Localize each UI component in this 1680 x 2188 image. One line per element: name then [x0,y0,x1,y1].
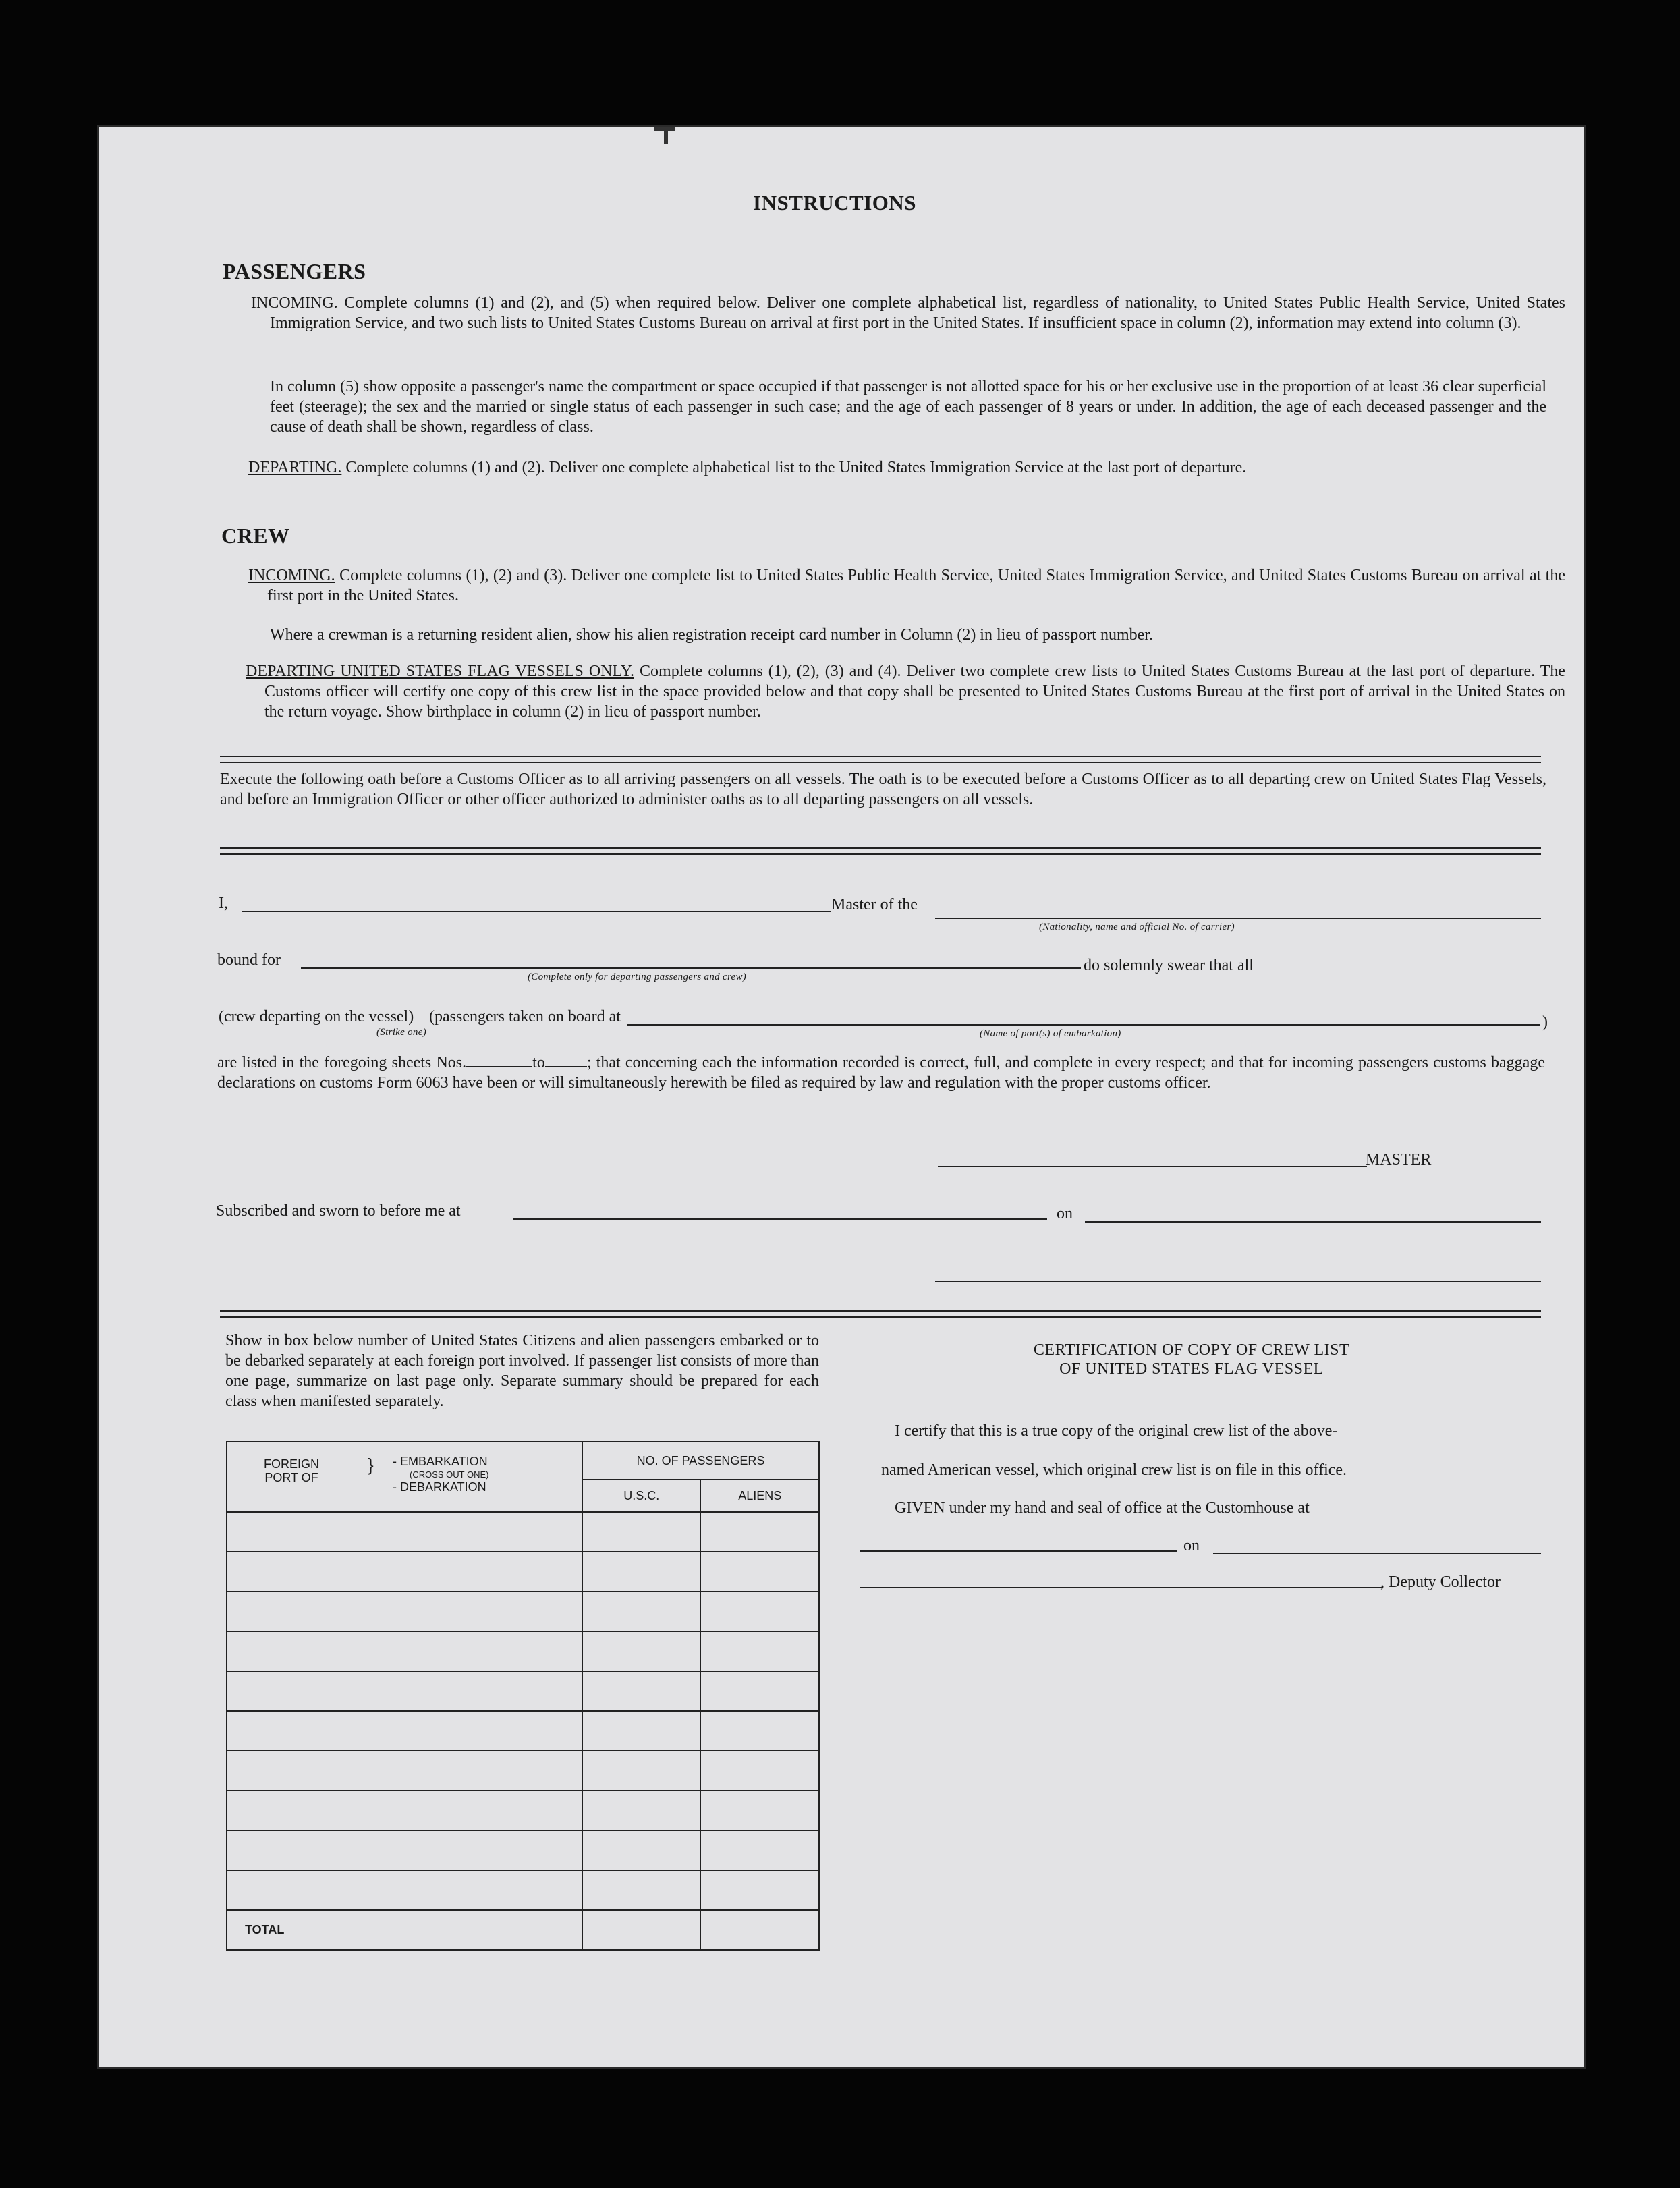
table-row [227,1751,819,1791]
certification-text-1: I certify that this is a true copy of the original crew list of the above- [895,1422,1338,1440]
usc-cell[interactable] [582,1791,700,1830]
usc-cell[interactable] [582,1830,700,1870]
aliens-cell[interactable] [700,1631,819,1671]
foreign-port-label: FOREIGN PORT OF [263,1457,319,1484]
listed-text-2: ; that concerning each the information recorded is correct, full, and complete in every respect; and that for incoming passengers customs baggage declarations on customs Form 6063 have been or will simultaneously herewith be filed as required by law and regulation with the proper customs officer. [217,1054,1545,1092]
aliens-cell[interactable] [700,1791,819,1830]
usc-cell[interactable] [582,1552,700,1592]
carrier-note: (Nationality, name and official No. of carrier) [1039,922,1235,932]
debarkation-label[interactable]: - DEBARKATION [393,1480,486,1494]
crew-departing-label: DEPARTING UNITED STATES FLAG VESSELS ONLY. [246,663,634,680]
deputy-collector-label: , Deputy Collector [1380,1573,1501,1591]
certification-given: GIVEN under my hand and seal of office at the Customhouse at [895,1499,1310,1517]
aliens-cell[interactable] [700,1671,819,1711]
aliens-cell[interactable] [700,1751,819,1791]
passengers-departing-text: Complete columns (1) and (2). Deliver one complete alphabetical list to the United States Immigration Service at the last port of departure. [345,459,1247,476]
aliens-cell[interactable] [700,1830,819,1870]
port-cell[interactable] [227,1711,582,1751]
usc-cell[interactable] [582,1711,700,1751]
total-aliens-cell[interactable] [700,1910,819,1950]
certification-on-label: on [1183,1537,1200,1554]
sworn-on-label: on [1057,1205,1073,1223]
total-row [227,1910,819,1950]
crew-departing-text: Complete columns (1), (2), (3) and (4). Deliver two complete crew lists to United States Customs Bureau at the last port of departure. The Customs officer will certify one copy of this crew list in the space provided below and that copy shall be presented to United States Customs Bureau at the first port of arrival in the United States on the return voyage. Show birthplace in column (2) in lieu of passport number. [264,663,1566,721]
port-cell[interactable] [227,1552,582,1592]
embarkation-label[interactable]: - EMBARKATION [393,1455,488,1468]
table-row [227,1631,819,1671]
port-cell[interactable] [227,1791,582,1830]
passengers-incoming-paragraph [251,293,1565,333]
table-row [227,1592,819,1631]
deputy-signature-field[interactable] [860,1587,1383,1588]
usc-cell[interactable] [582,1870,700,1910]
table-row [227,1671,819,1711]
table-row [227,1791,819,1830]
port-cell[interactable] [227,1592,582,1631]
aliens-cell[interactable] [700,1592,819,1631]
aliens-cell[interactable] [700,1711,819,1751]
port-cell[interactable] [227,1870,582,1910]
no-of-passengers-header: NO. OF PASSENGERS [582,1442,819,1480]
oath-intro: Execute the following oath before a Customs Officer as to all arriving passengers on all vessels. The oath is to be executed before a Customs Officer as to all departing crew on United States Flag Vessels, and before an Immigration Officer or other officer authorized to administer oaths as to all departing passengers on all vessels. [220,770,1546,808]
certification-heading-2: OF UNITED STATES FLAG VESSEL [1059,1360,1324,1378]
crew-departing-option[interactable]: (crew departing on the vessel) [219,1008,414,1026]
carrier-field[interactable] [935,918,1541,919]
usc-header: U.S.C. [582,1480,700,1512]
binding-tear-mark [654,127,675,131]
total-label: TOTAL [227,1910,582,1950]
cross-out-note: (CROSS OUT ONE) [410,1469,489,1480]
bound-for-label: bound for [217,951,281,969]
passengers-column5-paragraph: In column (5) show opposite a passenger's name the compartment or space occupied if that passenger is not allotted space for his or her exclusive use in the proportion of at least 36 clear superficial feet (steerage); the sex and the married or single status of each passenger in such case; and the age of each passenger of 8 years or under. In addition, the age of each deceased passenger and the cause of death shall be shown, regardless of class. [270,378,1546,436]
crew-incoming-text: Complete columns (1), (2) and (3). Deliver one complete list to United States Public Health Service, United States Immigration Service, and United States Customs Bureau on arrival at the first port in the United States. [267,567,1566,605]
aliens-cell[interactable] [700,1512,819,1552]
sheet-from-field[interactable] [466,1054,532,1067]
crew-heading: CREW [221,524,290,548]
bound-for-note: (Complete only for departing passengers and crew) [528,972,747,982]
passenger-summary-table [226,1441,820,1951]
port-cell[interactable] [227,1671,582,1711]
passengers-taken-option[interactable]: (passengers taken on board at [429,1008,621,1026]
listed-to: to [532,1054,545,1071]
master-label: MASTER [1366,1151,1432,1169]
passengers-incoming-text: Complete columns (1) and (2), and (5) when required below. Deliver one complete alphabetical list, regardless of nationality, to United States Public Health Service, United States Immigration Service, and two such lists to United States Customs Bureau on arrival at first port in the United States. If insufficient space in column (2), information may extend into column (3). [270,294,1565,332]
aliens-header: ALIENS [700,1480,819,1512]
usc-cell[interactable] [582,1631,700,1671]
page-title: INSTRUCTIONS [753,191,917,215]
close-paren: ) [1542,1013,1548,1031]
crew-incoming-label: INCOMING. [248,567,335,584]
solemnly-swear-text: do solemnly swear that all [1084,957,1254,974]
customhouse-field[interactable] [860,1550,1177,1552]
usc-cell[interactable] [582,1751,700,1791]
port-of-embarkation-field[interactable] [627,1024,1540,1026]
passengers-departing-label: DEPARTING. [248,459,342,476]
form-page [99,127,1584,2067]
port-cell[interactable] [227,1830,582,1870]
usc-cell[interactable] [582,1671,700,1711]
table-row [227,1870,819,1910]
table-row [227,1512,819,1552]
usc-cell[interactable] [582,1512,700,1552]
oath-statement [217,1053,1545,1093]
officer-signature-field[interactable] [935,1281,1541,1282]
bound-for-field[interactable] [301,967,1081,969]
summary-instructions: Show in box below number of United States Citizens and alien passengers embarked or to be debarked separately at each foreign port involved. If passenger list consists of more than one page, summarize on last page only. Separate summary should be prepared for each class when manifested separately. [225,1332,819,1410]
crew-incoming-paragraph [248,565,1565,606]
divider [220,1310,1541,1318]
sworn-date-field[interactable] [1085,1221,1541,1223]
certification-text-2: named American vessel, which original crew list is on file in this office. [881,1461,1347,1479]
port-note: (Name of port(s) of embarkation) [980,1028,1121,1039]
aliens-cell[interactable] [700,1870,819,1910]
sworn-at-field[interactable] [513,1218,1047,1220]
table-row [227,1711,819,1751]
table-header-row [227,1442,819,1480]
oath-i-label: I, [219,895,228,912]
divider [220,847,1541,855]
master-signature-field[interactable] [938,1166,1367,1167]
table-row [227,1830,819,1870]
port-cell[interactable] [227,1512,582,1552]
crew-resident-paragraph: Where a crewman is a returning resident alien, show his alien registration receipt card number in Column (2) in lieu of passport number. [270,626,1153,644]
usc-cell[interactable] [582,1592,700,1631]
passengers-incoming-label: INCOMING. [251,294,338,312]
master-name-field[interactable] [242,911,831,912]
total-usc-cell[interactable] [582,1910,700,1950]
listed-text-1: are listed in the foregoing sheets Nos. [217,1054,467,1071]
passengers-heading: PASSENGERS [223,259,366,283]
strike-one-note: (Strike one) [376,1027,426,1038]
passengers-departing-paragraph [248,457,1565,478]
sheet-to-field[interactable] [545,1054,587,1067]
divider [220,756,1541,763]
brace-icon: } [368,1455,374,1475]
port-cell[interactable] [227,1751,582,1791]
subscribed-label: Subscribed and sworn to before me at [216,1202,461,1220]
table-row [227,1552,819,1592]
port-cell[interactable] [227,1631,582,1671]
foreign-port-header [227,1442,582,1512]
master-of-the-label: Master of the [831,896,918,914]
certification-date-field[interactable] [1213,1553,1541,1554]
aliens-cell[interactable] [700,1552,819,1592]
certification-heading-1: CERTIFICATION OF COPY OF CREW LIST [1033,1341,1350,1359]
crew-departing-paragraph [246,661,1565,722]
